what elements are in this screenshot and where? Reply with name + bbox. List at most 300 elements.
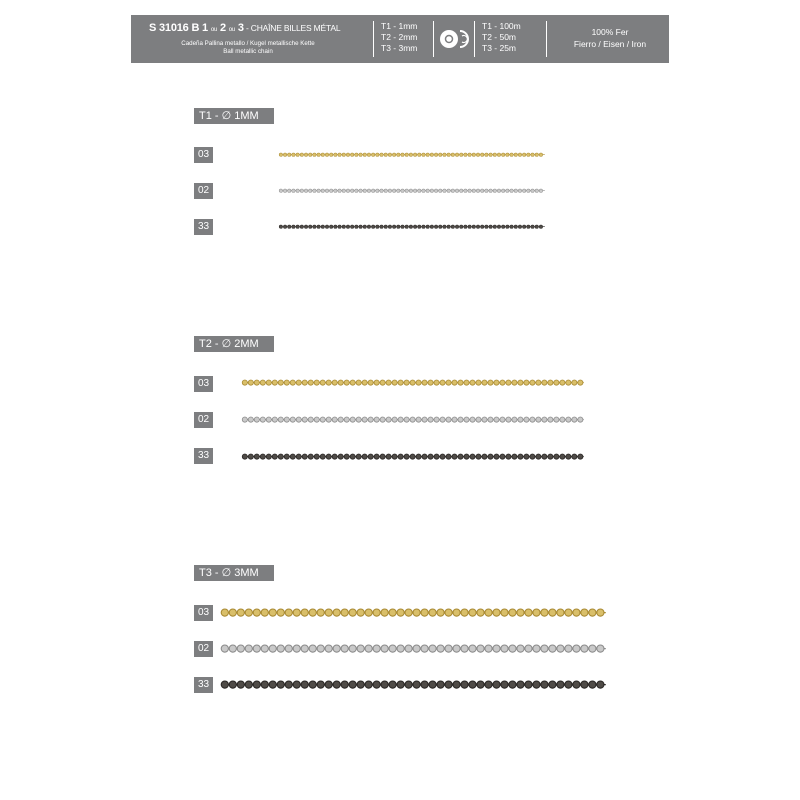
chain-bead	[464, 454, 469, 459]
chain-bead	[356, 454, 361, 459]
chain-bead	[533, 681, 540, 688]
chain-bead	[413, 153, 416, 156]
chain-bead	[517, 609, 524, 616]
chain-bead	[536, 380, 541, 385]
chain-bead	[535, 225, 538, 228]
chain-bead	[301, 609, 308, 616]
chain-bead	[248, 454, 253, 459]
chain-bead	[485, 189, 488, 192]
chain-sample-silver	[242, 415, 584, 424]
chain-bead	[430, 153, 433, 156]
chain-bead	[554, 417, 559, 422]
chain-bead	[292, 189, 295, 192]
chain-bead	[410, 380, 415, 385]
chain-bead	[293, 609, 300, 616]
chain-bead	[296, 454, 301, 459]
chain-bead	[517, 645, 524, 652]
chain-bead	[525, 645, 532, 652]
header-divider	[474, 21, 475, 57]
chain-bead	[254, 454, 259, 459]
material-info	[551, 26, 669, 50]
chain-bead	[501, 609, 508, 616]
chain-bead	[284, 380, 289, 385]
chain-bead	[398, 380, 403, 385]
chain-bead	[430, 225, 433, 228]
chain-bead	[245, 609, 252, 616]
chain-bead	[413, 609, 420, 616]
chain-bead	[514, 189, 517, 192]
section-label-t1: T1 - ∅ 1MM	[194, 108, 274, 124]
chain-bead	[309, 153, 312, 156]
chain-bead	[261, 681, 268, 688]
chain-bead	[485, 225, 488, 228]
chain-bead	[460, 153, 463, 156]
chain-bead	[410, 417, 415, 422]
chain-bead	[470, 454, 475, 459]
chain-bead	[429, 681, 436, 688]
chain-bead	[460, 225, 463, 228]
chain-bead	[346, 189, 349, 192]
chain-bead	[357, 609, 364, 616]
chain-bead	[485, 609, 492, 616]
chain-bead	[330, 153, 333, 156]
chain-bead	[261, 645, 268, 652]
chain-bead	[342, 189, 345, 192]
chain-bead	[527, 153, 530, 156]
chain-bead	[428, 417, 433, 422]
chain-bead	[509, 681, 516, 688]
chain-bead	[309, 681, 316, 688]
chain-bead	[277, 645, 284, 652]
chain-bead	[349, 645, 356, 652]
chain-bead	[359, 153, 362, 156]
chain-bead	[437, 645, 444, 652]
chain-sample-gunmetal	[242, 452, 584, 461]
chain-bead	[518, 454, 523, 459]
chain-bead	[506, 153, 509, 156]
chain-bead	[304, 225, 307, 228]
chain-bead	[357, 645, 364, 652]
chain-bead	[482, 417, 487, 422]
chain-bead	[518, 153, 521, 156]
chain-bead	[510, 225, 513, 228]
chain-bead	[548, 454, 553, 459]
chain-bead	[363, 225, 366, 228]
chain-bead	[527, 225, 530, 228]
chain-bead	[429, 645, 436, 652]
chain-bead	[363, 189, 366, 192]
chain-bead	[330, 225, 333, 228]
chain-bead	[566, 417, 571, 422]
length-t2: T2 - 50m	[482, 32, 517, 42]
chain-bead	[371, 189, 374, 192]
chain-bead	[452, 454, 457, 459]
chain-bead	[453, 681, 460, 688]
chain-bead	[285, 645, 292, 652]
chain-bead	[497, 153, 500, 156]
chain-bead	[506, 417, 511, 422]
chain-bead	[488, 454, 493, 459]
chain-bead	[376, 153, 379, 156]
chain-bead	[518, 225, 521, 228]
chain-bead	[397, 609, 404, 616]
chain-bead	[514, 225, 517, 228]
chain-bead	[380, 454, 385, 459]
chain-bead	[384, 225, 387, 228]
chain-bead	[437, 609, 444, 616]
chain-bead	[530, 380, 535, 385]
chain-bead	[376, 189, 379, 192]
chain-bead	[386, 417, 391, 422]
chain-bead	[572, 454, 577, 459]
chain-bead	[293, 645, 300, 652]
chain-bead	[573, 645, 580, 652]
chain-bead	[221, 681, 228, 688]
chain-bead	[533, 645, 540, 652]
chain-bead	[421, 609, 428, 616]
chain-bead	[392, 454, 397, 459]
chain-bead	[359, 189, 362, 192]
chain-bead	[514, 153, 517, 156]
chain-sample-gunmetal	[279, 223, 545, 230]
chain-bead	[518, 380, 523, 385]
chain-bead	[349, 609, 356, 616]
chain-bead	[445, 609, 452, 616]
chain-bead	[373, 645, 380, 652]
chain-bead	[429, 609, 436, 616]
chain-bead	[524, 380, 529, 385]
chain-bead	[300, 225, 303, 228]
chain-bead	[418, 189, 421, 192]
chain-bead	[589, 645, 596, 652]
chain-bead	[468, 189, 471, 192]
chain-bead	[285, 681, 292, 688]
chain-bead	[531, 189, 534, 192]
chain-bead	[381, 681, 388, 688]
chain-bead	[469, 681, 476, 688]
chain-bead	[279, 225, 282, 228]
chain-bead	[367, 225, 370, 228]
chain-bead	[290, 417, 295, 422]
chain-bead	[476, 380, 481, 385]
chain-bead	[428, 380, 433, 385]
chain-bead	[530, 417, 535, 422]
chain-bead	[229, 609, 236, 616]
chain-bead	[409, 153, 412, 156]
chain-bead	[325, 153, 328, 156]
chain-bead	[422, 225, 425, 228]
chain-bead	[397, 153, 400, 156]
chain-bead	[455, 225, 458, 228]
chain-bead	[409, 225, 412, 228]
chain-bead	[461, 609, 468, 616]
chain-bead	[458, 417, 463, 422]
chain-bead	[269, 645, 276, 652]
chain-bead	[530, 454, 535, 459]
chain-bead	[290, 454, 295, 459]
chain-bead	[500, 454, 505, 459]
chain-bead	[422, 380, 427, 385]
header-divider	[546, 21, 547, 57]
chain-bead	[445, 645, 452, 652]
chain-bead	[356, 417, 361, 422]
color-code-gold: 03	[194, 605, 213, 621]
chain-bead	[313, 153, 316, 156]
chain-bead	[422, 153, 425, 156]
chain-bead	[401, 225, 404, 228]
chain-bead	[302, 380, 307, 385]
chain-bead	[565, 645, 572, 652]
chain-bead	[405, 225, 408, 228]
chain-bead	[381, 645, 388, 652]
material-translations: Fierro / Eisen / Iron	[573, 39, 647, 49]
chain-bead	[476, 454, 481, 459]
chain-bead	[572, 417, 577, 422]
chain-bead	[541, 609, 548, 616]
chain-bead	[333, 681, 340, 688]
chain-bead	[566, 454, 571, 459]
chain-bead	[308, 454, 313, 459]
chain-bead	[597, 609, 604, 616]
chain-bead	[321, 189, 324, 192]
chain-bead	[338, 189, 341, 192]
chain-bead	[278, 454, 283, 459]
chain-bead	[301, 645, 308, 652]
chain-bead	[404, 454, 409, 459]
chain-bead	[464, 417, 469, 422]
chain-bead	[332, 417, 337, 422]
chain-bead	[245, 645, 252, 652]
size-t2: T2 - 2mm	[381, 32, 418, 42]
chain-bead	[446, 454, 451, 459]
chain-bead	[500, 380, 505, 385]
chain-bead	[350, 189, 353, 192]
chain-bead	[510, 153, 513, 156]
chain-bead	[285, 609, 292, 616]
chain-bead	[510, 189, 513, 192]
chain-bead	[304, 153, 307, 156]
chain-bead	[460, 189, 463, 192]
color-code-gold: 03	[194, 376, 213, 392]
chain-bead	[376, 225, 379, 228]
chain-bead	[237, 609, 244, 616]
color-code-gunmetal: 33	[194, 219, 213, 235]
chain-bead	[476, 417, 481, 422]
chain-bead	[477, 609, 484, 616]
chain-bead	[535, 189, 538, 192]
chain-bead	[254, 380, 259, 385]
chain-bead	[509, 609, 516, 616]
chain-bead	[439, 189, 442, 192]
chain-bead	[405, 189, 408, 192]
chain-bead	[368, 454, 373, 459]
chain-bead	[332, 380, 337, 385]
chain-bead	[325, 645, 332, 652]
chain-bead	[560, 417, 565, 422]
chain-bead	[296, 153, 299, 156]
chain-bead	[302, 454, 307, 459]
chain-sample-gold	[279, 151, 545, 158]
chain-bead	[392, 189, 395, 192]
chain-bead	[485, 645, 492, 652]
chain-bead	[309, 609, 316, 616]
chain-bead	[338, 417, 343, 422]
chain-bead	[308, 380, 313, 385]
chain-bead	[541, 681, 548, 688]
chain-bead	[506, 380, 511, 385]
chain-bead	[489, 189, 492, 192]
chain-bead	[430, 189, 433, 192]
chain-bead	[560, 454, 565, 459]
chain-bead	[439, 225, 442, 228]
chain-bead	[320, 454, 325, 459]
chain-bead	[461, 681, 468, 688]
chain-bead	[334, 189, 337, 192]
chain-bead	[439, 153, 442, 156]
chain-bead	[253, 645, 260, 652]
color-code-silver: 02	[194, 183, 213, 199]
chain-bead	[334, 153, 337, 156]
chain-bead	[288, 153, 291, 156]
chain-bead	[522, 153, 525, 156]
chain-bead	[476, 189, 479, 192]
chain-bead	[350, 225, 353, 228]
chain-bead	[531, 225, 534, 228]
chain-bead	[447, 153, 450, 156]
chain-bead	[344, 454, 349, 459]
chain-bead	[333, 609, 340, 616]
chain-bead	[304, 189, 307, 192]
chain-bead	[388, 153, 391, 156]
chain-bead	[509, 645, 516, 652]
chain-bead	[539, 225, 542, 228]
chain-bead	[426, 153, 429, 156]
chain-bead	[557, 609, 564, 616]
chain-bead	[464, 189, 467, 192]
chain-bead	[455, 189, 458, 192]
length-t3: T3 - 25m	[482, 43, 517, 53]
chain-bead	[260, 417, 265, 422]
chain-bead	[560, 380, 565, 385]
chain-bead	[290, 380, 295, 385]
chain-bead	[341, 609, 348, 616]
chain-bead	[317, 681, 324, 688]
chain-bead	[451, 189, 454, 192]
chain-bead	[389, 681, 396, 688]
chain-bead	[221, 645, 228, 652]
size-option-2: 2	[219, 22, 226, 34]
chain-bead	[434, 454, 439, 459]
color-code-silver: 02	[194, 412, 213, 428]
chain-bead	[392, 380, 397, 385]
chain-bead	[469, 609, 476, 616]
chain-bead	[296, 189, 299, 192]
chain-bead	[356, 380, 361, 385]
chain-bead	[422, 454, 427, 459]
sizes-list	[381, 21, 417, 54]
chain-bead	[398, 454, 403, 459]
chain-bead	[296, 417, 301, 422]
chain-bead	[476, 153, 479, 156]
chain-bead	[389, 645, 396, 652]
chain-bead	[371, 225, 374, 228]
chain-bead	[413, 189, 416, 192]
chain-bead	[416, 380, 421, 385]
chain-bead	[464, 153, 467, 156]
chain-bead	[266, 454, 271, 459]
length-t1: T1 - 100m	[482, 21, 521, 31]
chain-bead	[388, 225, 391, 228]
chain-bead	[443, 189, 446, 192]
chain-bead	[506, 454, 511, 459]
header-divider	[433, 21, 434, 57]
subtitle-translations: Cadeña Pallina metallo / Kugel metallische Kette	[181, 40, 315, 47]
chain-bead	[308, 417, 313, 422]
chain-bead	[522, 225, 525, 228]
chain-bead	[578, 454, 583, 459]
chain-bead	[597, 681, 604, 688]
chain-bead	[451, 225, 454, 228]
chain-bead	[386, 380, 391, 385]
chain-bead	[501, 153, 504, 156]
chain-bead	[367, 189, 370, 192]
chain-bead	[283, 225, 286, 228]
chain-bead	[350, 417, 355, 422]
section-label-t2: T2 - ∅ 2MM	[194, 336, 274, 352]
chain-bead	[434, 153, 437, 156]
chain-bead	[518, 417, 523, 422]
chain-bead	[242, 380, 247, 385]
chain-bead	[548, 380, 553, 385]
chain-bead	[470, 417, 475, 422]
chain-bead	[381, 609, 388, 616]
chain-bead	[392, 225, 395, 228]
chain-bead	[368, 417, 373, 422]
chain-bead	[434, 189, 437, 192]
chain-bead	[525, 609, 532, 616]
chain-bead	[518, 189, 521, 192]
chain-bead	[413, 645, 420, 652]
chain-bead	[405, 645, 412, 652]
chain-bead	[477, 681, 484, 688]
chain-bead	[380, 417, 385, 422]
chain-bead	[464, 380, 469, 385]
chain-bead	[453, 609, 460, 616]
chain-bead	[333, 645, 340, 652]
chain-bead	[277, 609, 284, 616]
size-option-1: 1	[202, 22, 208, 34]
chain-bead	[512, 454, 517, 459]
chain-bead	[242, 454, 247, 459]
chain-bead	[413, 681, 420, 688]
chain-bead	[554, 454, 559, 459]
chain-bead	[229, 645, 236, 652]
chain-bead	[434, 225, 437, 228]
chain-bead	[539, 189, 542, 192]
chain-bead	[346, 225, 349, 228]
chain-bead	[581, 681, 588, 688]
chain-bead	[373, 681, 380, 688]
chain-bead	[472, 189, 475, 192]
chain-bead	[325, 225, 328, 228]
chain-bead	[422, 189, 425, 192]
chain-bead	[434, 417, 439, 422]
chain-bead	[472, 225, 475, 228]
chain-bead	[541, 645, 548, 652]
chain-bead	[346, 153, 349, 156]
chain-bead	[296, 380, 301, 385]
color-code-gunmetal: 33	[194, 677, 213, 693]
